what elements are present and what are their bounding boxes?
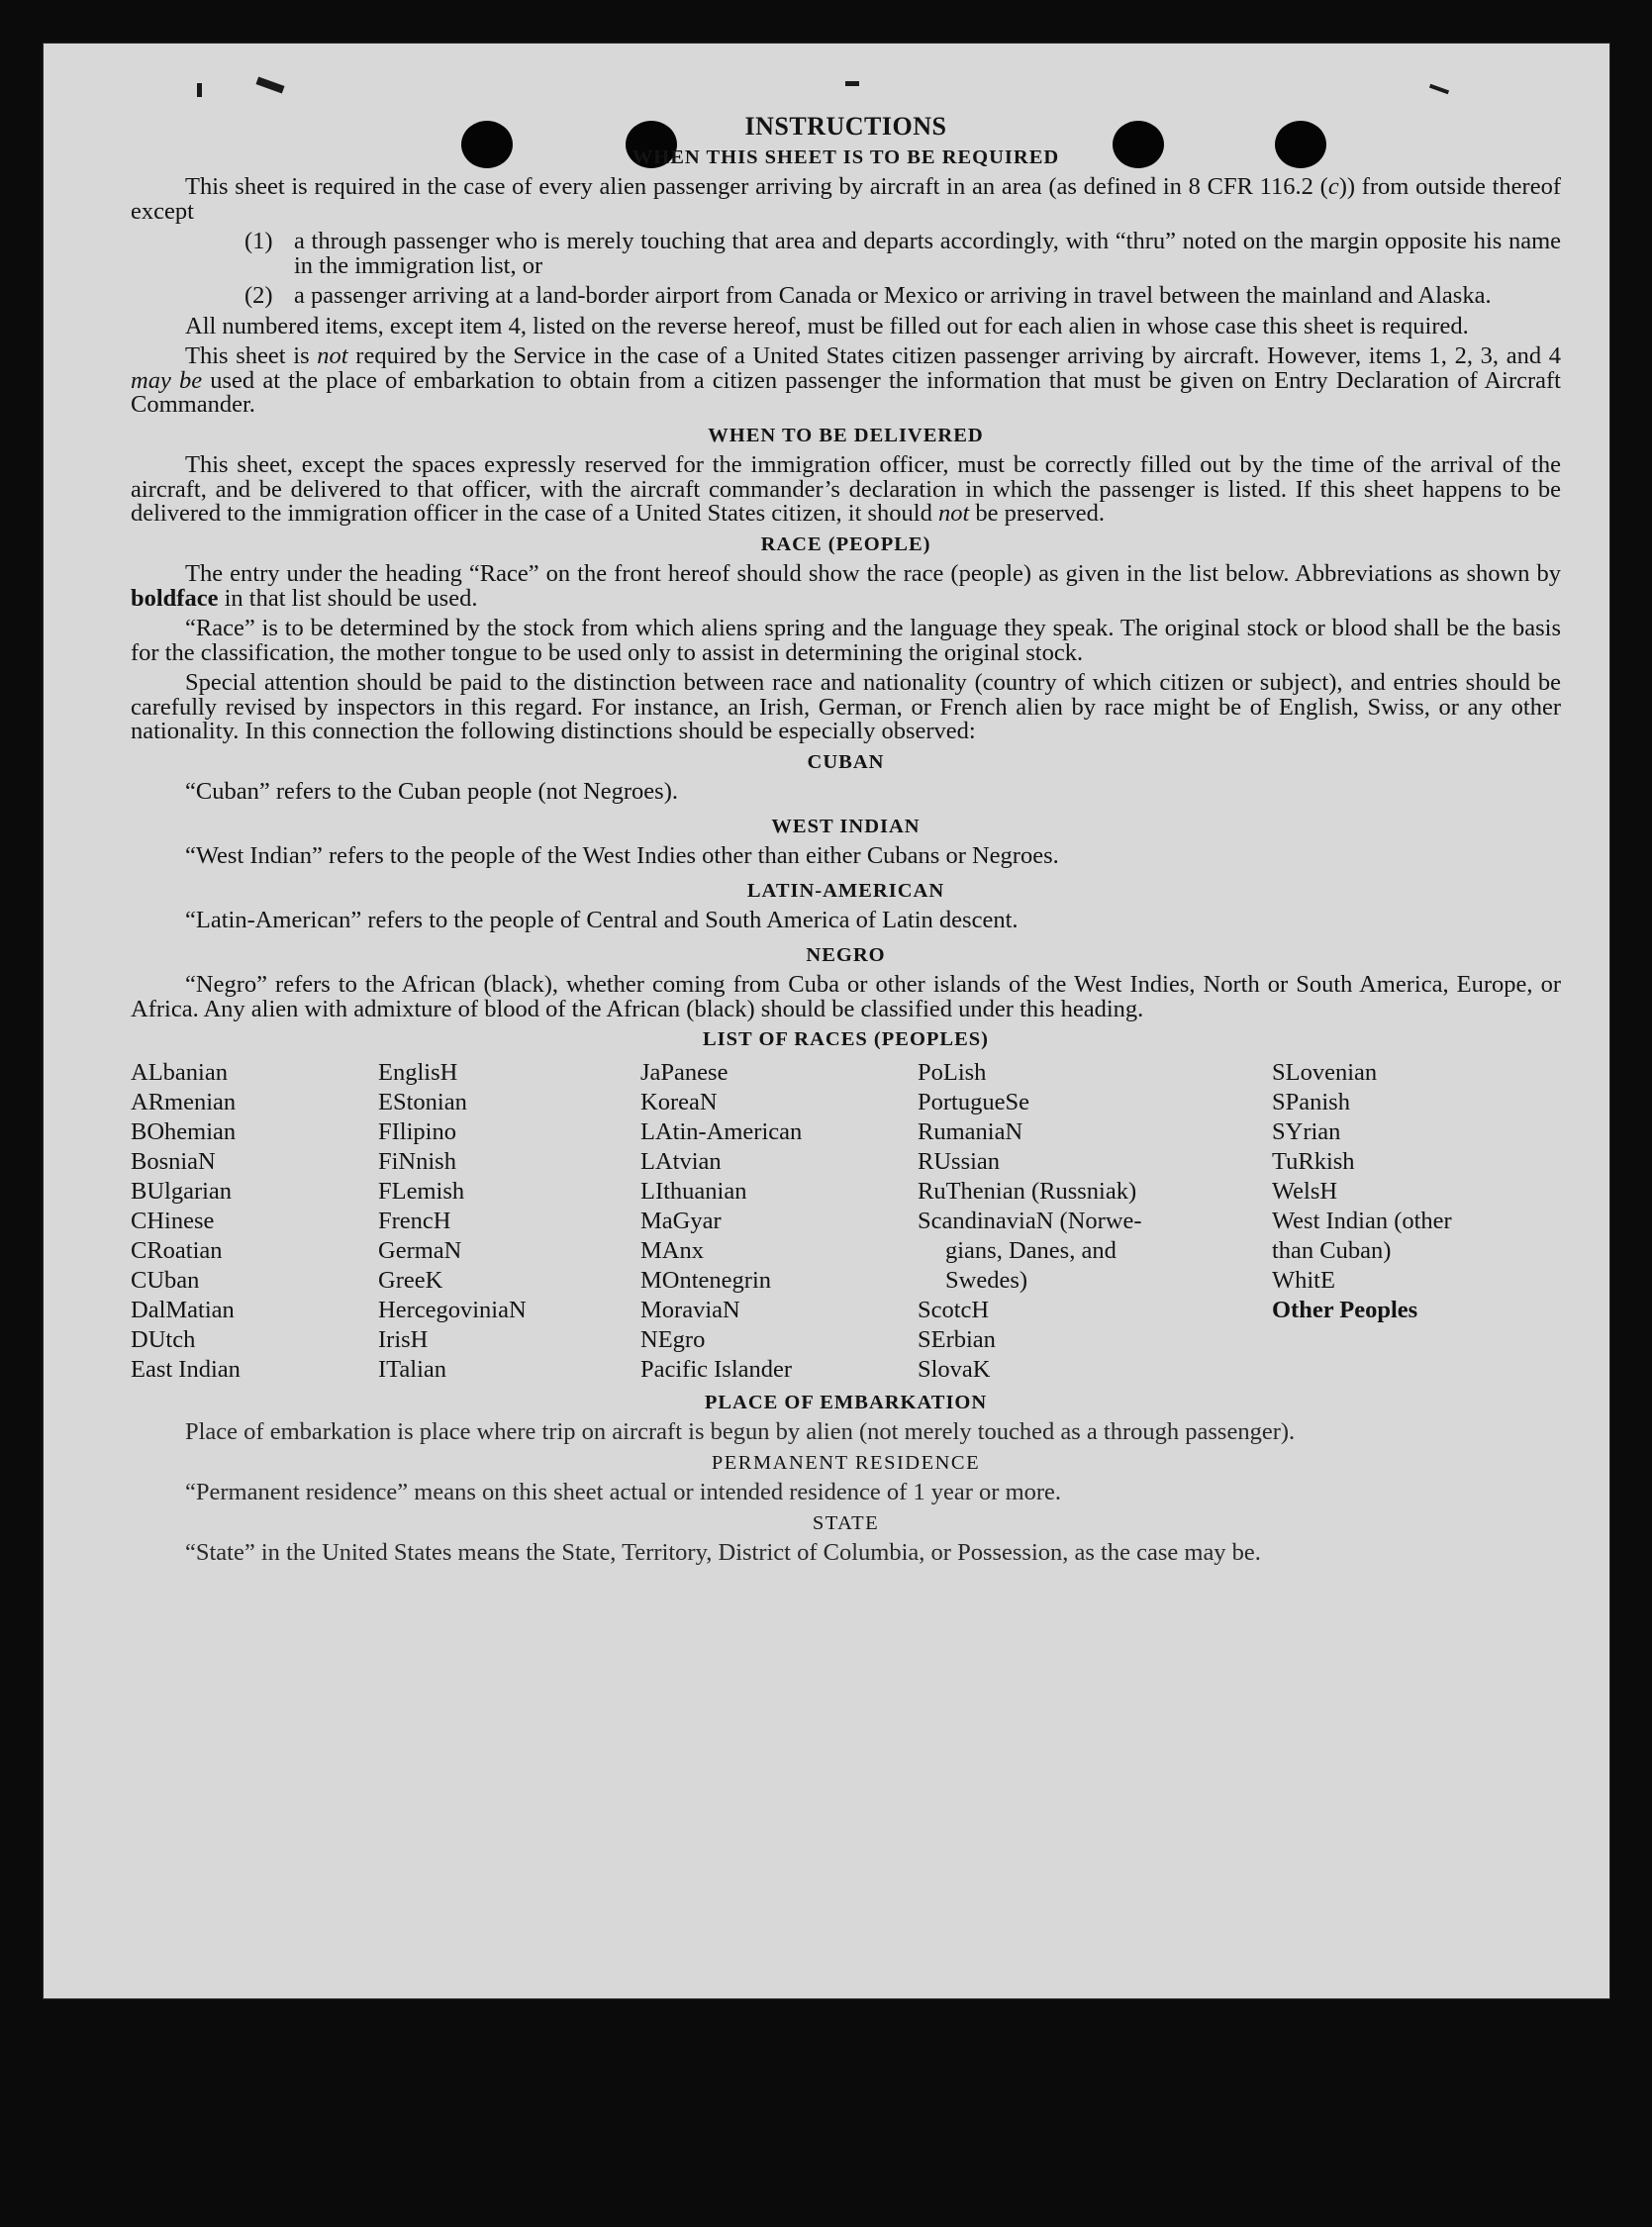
negro-heading: NEGRO: [806, 943, 886, 966]
race-item: RumaniaN: [918, 1117, 1023, 1145]
race-item: SPanish: [1272, 1088, 1350, 1115]
race-item: SlovaK: [918, 1355, 991, 1383]
race-item: FIlipino: [378, 1117, 456, 1145]
document-sheet: [44, 44, 1609, 1998]
race-item: MoraviaN: [640, 1296, 740, 1323]
race-item: ALbanian: [131, 1058, 228, 1086]
race-item: TuRkish: [1272, 1147, 1355, 1175]
delivery-paragraph: This sheet, except the spaces expressly reserved for the immigration officer, must be correctly filled out by the time of the arrival of the aircraft, and be delivered to that officer, with the aircraft commander’s declaration in which the passenger is listed. If this sheet happens to be delivered to the immigration officer in the case of a United States citizen, it should not be preserved.: [131, 451, 1561, 527]
race-column: [640, 1058, 918, 1385]
exception-item: (2) a passenger arriving at a land-border airport from Canada or Mexico or arriving in travel between the mainland and Alaska.: [244, 282, 1492, 309]
race-item: East Indian: [131, 1355, 241, 1383]
race-item: CRoatian: [131, 1236, 223, 1264]
race-item: SLovenian: [1272, 1058, 1378, 1086]
race-item: JaPanese: [640, 1058, 729, 1086]
exception-item: (1) a through passenger who is merely touching that area and departs accordingly, with “thru” noted on the margin opposite his name in the immigration list, or: [244, 228, 1561, 279]
page-title: INSTRUCTIONS: [744, 112, 947, 141]
race-definition-paragraph: “Race” is to be determined by the stock from which aliens spring and the language they speak. The original stock or blood shall be the basis for the classification, the mother tongue to be used only to assist in determining the original stock.: [131, 615, 1561, 666]
state-definition: “State” in the United States means the State, Territory, District of Columbia, or Possession, as the case may be.: [185, 1539, 1261, 1566]
race-item: BosniaN: [131, 1147, 216, 1175]
race-item: Pacific Islander: [640, 1355, 793, 1383]
section-heading-race: RACE (PEOPLE): [760, 533, 931, 555]
race-item: ScandinaviaN (Norwe-: [918, 1207, 1142, 1234]
race-item: FiNnish: [378, 1147, 456, 1175]
race-item: NEgro: [640, 1325, 706, 1353]
race-item: CHinese: [131, 1207, 215, 1234]
residence-definition: “Permanent residence” means on this sheet actual or intended residence of 1 year or more.: [185, 1479, 1062, 1505]
west-indian-definition: “West Indian” refers to the people of the West Indies other than either Cubans or Negroes.: [185, 842, 1059, 869]
section-heading-required: WHEN THIS SHEET IS TO BE REQUIRED: [632, 145, 1060, 168]
race-item: IrisH: [378, 1325, 429, 1353]
embarkation-definition: Place of embarkation is place where trip on aircraft is begun by alien (not merely touched as a through passenger).: [185, 1418, 1296, 1445]
intro-paragraph: This sheet is required in the case of every alien passenger arriving by aircraft in an area (as defined in 8 CFR 116.2 (c)) from outside thereof except: [131, 173, 1561, 225]
race-item: PortugueSe: [918, 1088, 1029, 1115]
citizen-paragraph: This sheet is not required by the Service in the case of a United States citizen passenger arriving by aircraft. However, items 1, 2, 3, and 4 may be used at the place of embarkation to obtain from a citizen passenger the information that must be given on Entry Declaration of Aircraft Commander.: [131, 342, 1562, 418]
race-item: GermaN: [378, 1236, 462, 1264]
race-item: WelsH: [1272, 1177, 1338, 1205]
race-item: RuThenian (Russniak): [918, 1177, 1137, 1205]
speck-mark: [255, 76, 284, 93]
race-item: ITalian: [378, 1355, 447, 1383]
cuban-heading: CUBAN: [807, 750, 885, 773]
race-item: HercegoviniaN: [378, 1296, 527, 1323]
latin-american-definition: “Latin-American” refers to the people of Central and South America of Latin descent.: [185, 907, 1019, 933]
race-item-continued: than Cuban): [1272, 1236, 1392, 1264]
speck-mark: [1429, 84, 1449, 95]
race-item: DUtch: [131, 1325, 196, 1353]
race-item: CUban: [131, 1266, 200, 1294]
race-item: BOhemian: [131, 1117, 237, 1145]
race-item-continued: gians, Danes, and: [945, 1236, 1117, 1264]
race-item-continued: Swedes): [945, 1266, 1028, 1294]
negro-definition: “Negro” refers to the African (black), whether coming from Cuba or other islands of the West Indies, North or South America, Europe, or Africa. Any alien with admixture of blood of the African (black) should be classified under this heading.: [131, 971, 1561, 1022]
state-heading: STATE: [812, 1511, 880, 1534]
west-indian-heading: WEST INDIAN: [771, 815, 921, 837]
numbered-items-paragraph: All numbered items, except item 4, listed on the reverse hereof, must be filled out for each alien in whose case this sheet is required.: [185, 312, 1469, 339]
race-item: RUssian: [918, 1147, 1001, 1175]
embarkation-heading: PLACE OF EMBARKATION: [704, 1391, 988, 1413]
race-item: MOntenegrin: [640, 1266, 771, 1294]
race-item: SYrian: [1272, 1117, 1341, 1145]
race-column: [131, 1058, 378, 1385]
residence-heading: PERMANENT RESIDENCE: [711, 1451, 981, 1474]
race-item: EnglisH: [378, 1058, 458, 1086]
race-item: GreeK: [378, 1266, 443, 1294]
speck-mark: [845, 81, 859, 86]
race-list: [131, 1058, 1561, 1385]
race-item: DalMatian: [131, 1296, 235, 1323]
race-item: LAtin-American: [640, 1117, 803, 1145]
race-item: FrencH: [378, 1207, 451, 1234]
race-column: [378, 1058, 640, 1385]
race-item: BUlgarian: [131, 1177, 233, 1205]
instructions-body: [131, 103, 1561, 1572]
latin-american-heading: LATIN-AMERICAN: [746, 879, 945, 902]
race-item: LAtvian: [640, 1147, 722, 1175]
race-list-heading: LIST OF RACES (PEOPLES): [703, 1028, 989, 1050]
race-item: FLemish: [378, 1177, 465, 1205]
cuban-definition: “Cuban” refers to the Cuban people (not Negroes).: [185, 778, 678, 805]
race-item: MaGyar: [640, 1207, 722, 1234]
race-item: ScotcH: [918, 1296, 990, 1323]
race-item: KoreaN: [640, 1088, 718, 1115]
race-item: MAnx: [640, 1236, 704, 1264]
race-item: PoLish: [918, 1058, 987, 1086]
race-item: ARmenian: [131, 1088, 237, 1115]
race-nationality-paragraph: Special attention should be paid to the distinction between race and nationality (country of which citizen or subject), and entries should be carefully revised by inspectors in this regard. For instance, an Irish, German, or French alien by race might be of English, Swiss, or any other nationality. In this connection the following distinctions should be especially observed:: [131, 669, 1561, 744]
race-entry-paragraph: The entry under the heading “Race” on the front hereof should show the race (people) as given in the list below. Abbreviations as shown by boldface in that list should be used.: [131, 560, 1561, 612]
race-item: West Indian (other: [1272, 1207, 1452, 1234]
race-column: [1272, 1058, 1561, 1385]
speck-mark: [197, 83, 202, 97]
race-item: WhitE: [1272, 1266, 1335, 1294]
race-item: Other Peoples: [1272, 1296, 1418, 1323]
race-item: LIthuanian: [640, 1177, 747, 1205]
section-heading-delivered: WHEN TO BE DELIVERED: [708, 424, 984, 446]
race-column: [918, 1058, 1272, 1385]
race-item: EStonian: [378, 1088, 467, 1115]
race-item: SErbian: [918, 1325, 996, 1353]
